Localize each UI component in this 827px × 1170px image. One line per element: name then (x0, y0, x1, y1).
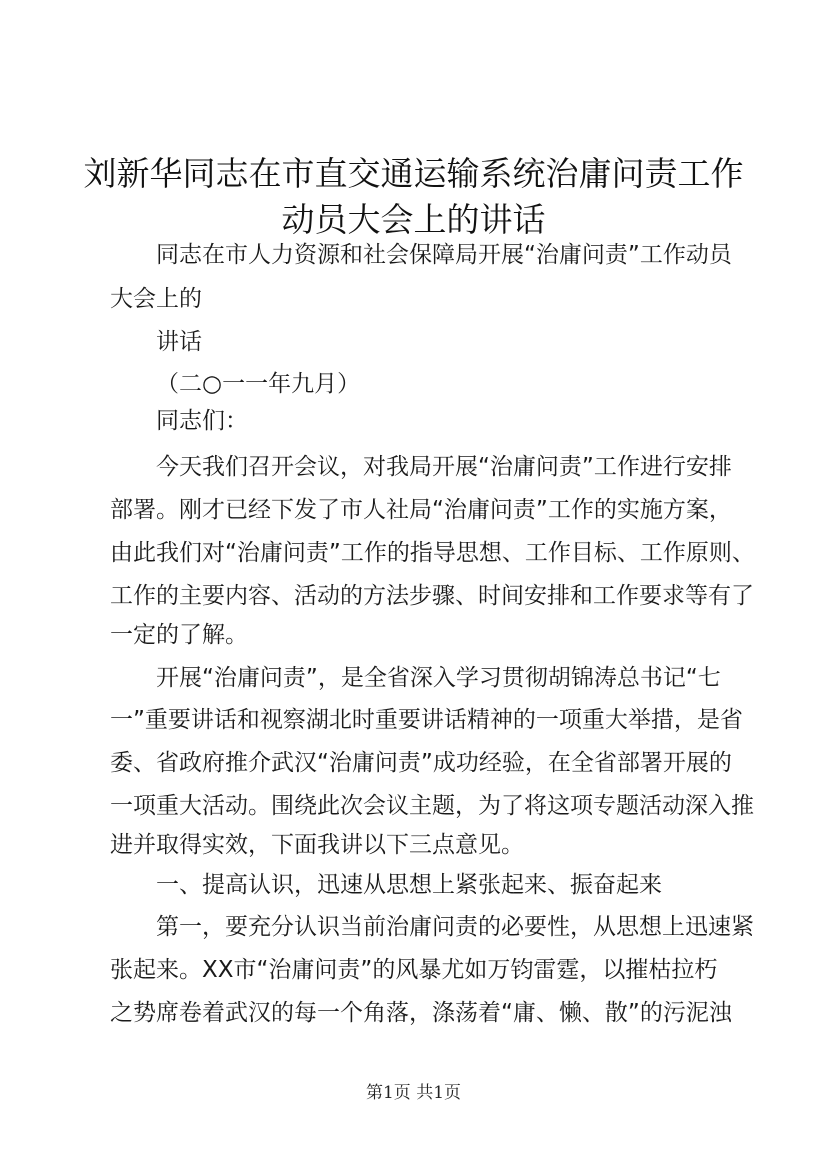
body-line-11: 开展“治庸问责”，是全省深入学习贯彻胡锦涛总书记“七 (156, 665, 721, 691)
body-line-2: 大会上的 (110, 286, 202, 312)
body-line-17: 第一，要充分认识当前治庸问责的必要性，从思想上迅速紧 (156, 914, 754, 940)
body-line-6: 今天我们召开会议，对我局开展“治庸问责”工作进行安排 (156, 454, 732, 480)
body-line-18: 张起来。XX市“治庸问责”的风暴尤如万钧雷霆，以摧枯拉朽 (110, 957, 718, 983)
body-line-13: 委、省政府推介武汉“治庸问责”成功经验，在全省部署开展的 (110, 750, 732, 776)
body-line-12: 一”重要讲话和视察湖北时重要讲话精神的一项重大举措，是省 (110, 707, 743, 733)
body-line-7: 部署。刚才已经下发了市人社局“治庸问责”工作的实施方案， (110, 497, 732, 523)
salutation: 同志们： (156, 408, 248, 434)
body-line-9: 工作的主要内容、活动的方法步骤、时间安排和工作要求等有了 (110, 583, 754, 609)
body-line-1: 同志在市人力资源和社会保障局开展“治庸问责”工作动员 (156, 242, 732, 268)
body-line-14: 一项重大活动。围绕此次会议主题，为了将这项专题活动深入推 (110, 793, 754, 819)
body-line-4: （二○一一年九月） (156, 371, 361, 397)
document-title-line-1: 刘新华同志在市直交通运输系统治庸问责工作 (83, 154, 744, 193)
body-line-3: 讲话 (156, 329, 202, 355)
body-line-19: 之势席卷着武汉的每一个角落，涤荡着“庸、懒、散”的污泥浊 (110, 1000, 732, 1026)
body-line-8: 由此我们对“治庸问责”工作的指导思想、工作目标、工作原则、 (110, 540, 755, 566)
section-heading-1: 一、提高认识，迅速从思想上紧张起来、振奋起来 (156, 872, 662, 898)
body-line-10: 一定的了解。 (110, 622, 248, 648)
body-line-15: 进并取得实效，下面我讲以下三点意见。 (110, 832, 524, 858)
page-footer: 第1页 共1页 (365, 1083, 462, 1103)
document-title-line-2: 动员大会上的讲话 (281, 200, 546, 239)
